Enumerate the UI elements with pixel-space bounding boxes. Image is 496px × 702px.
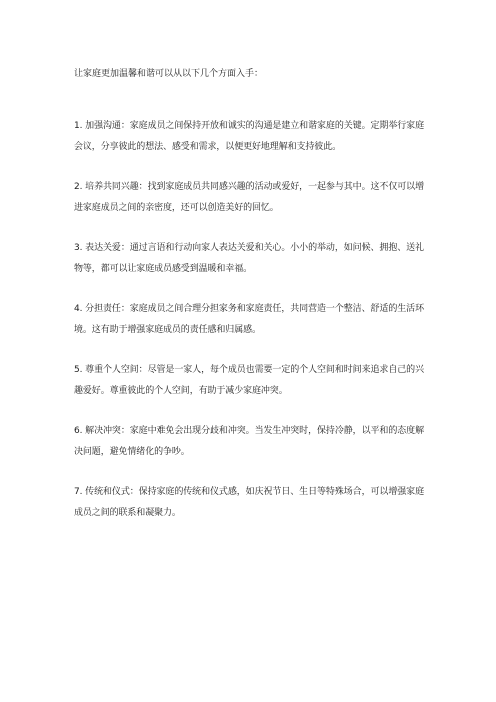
- intro-paragraph: 让家庭更加温馨和谐可以从以下几个方面入手：: [74, 69, 264, 79]
- list-item: 7. 传统和仪式：保持家庭的传统和仪式感，如庆祝节日、生日等特殊场合，可以增强家庭成员之间的联系和凝聚力。: [74, 487, 424, 518]
- list-item: 4. 分担责任：家庭成员之间合理分担家务和家庭责任，共同营造一个整洁、舒适的生活环境。这有助于增强家庭成员的责任感和归属感。: [74, 304, 424, 335]
- list-item: 6. 解决冲突：家庭中难免会出现分歧和冲突。当发生冲突时，保持冷静，以平和的态度解决问题，避免情绪化的争吵。: [74, 426, 424, 457]
- list-item: 1. 加强沟通：家庭成员之间保持开放和诚实的沟通是建立和谐家庭的关键。定期举行家庭会议，分享彼此的想法、感受和需求，以便更好地理解和支持彼此。: [74, 121, 424, 152]
- document-body: [74, 68, 424, 523]
- list-item: 2. 培养共同兴趣：找到家庭成员共同感兴趣的活动或爱好，一起参与其中。这不仅可以增进家庭成员之间的亲密度，还可以创造美好的回忆。: [74, 182, 424, 213]
- list-item: 5. 尊重个人空间：尽管是一家人，每个成员也需要一定的个人空间和时间来追求自己的兴趣爱好。尊重彼此的个人空间，有助于减少家庭冲突。: [74, 365, 424, 396]
- list-item: 3. 表达关爱：通过言语和行动向家人表达关爱和关心。小小的举动，如问候、拥抱、送礼物等，都可以让家庭成员感受到温暖和幸福。: [74, 243, 424, 274]
